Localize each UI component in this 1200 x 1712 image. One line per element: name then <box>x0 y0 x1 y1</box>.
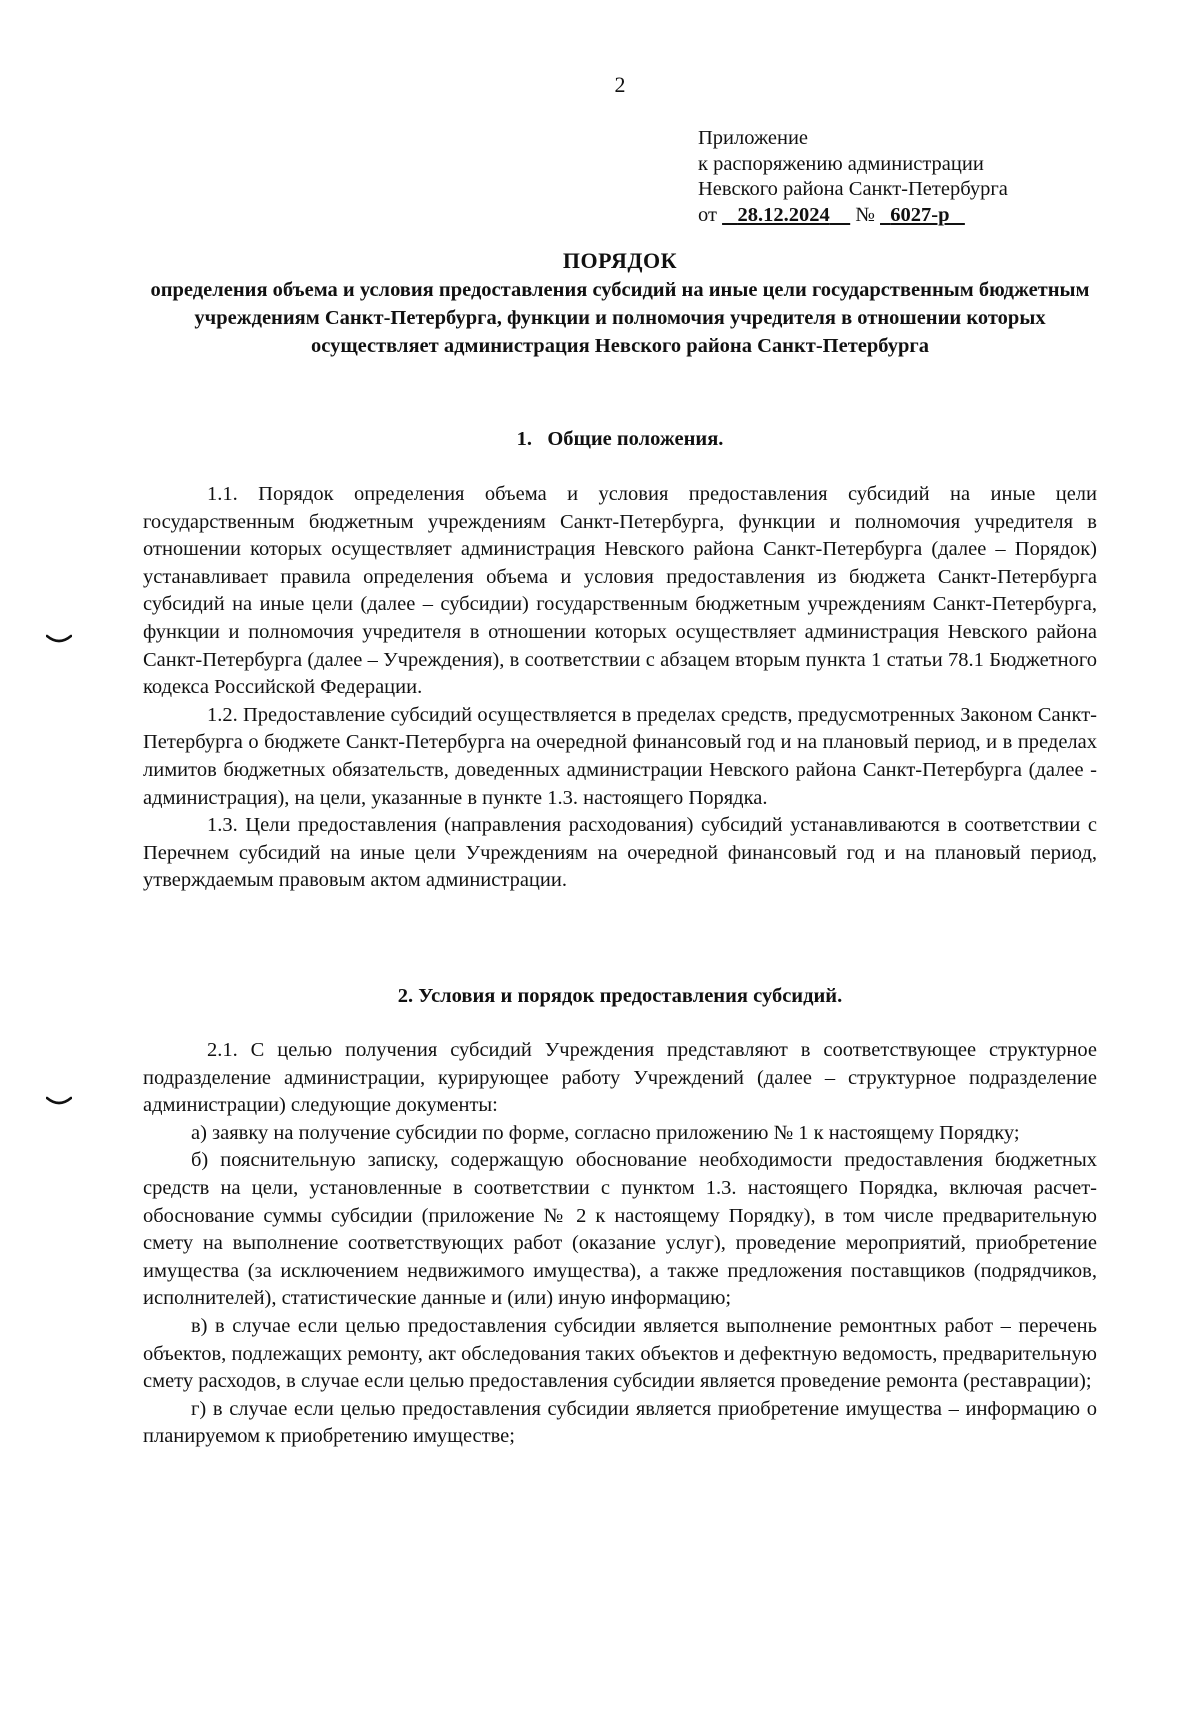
paragraph-2-1: 2.1. С целью получения субсидий Учреждения представляют в соответствующее структурное подразделение администрации, курирующее работу Учреждений (далее – структурное подразделение администрации) следующие документы: <box>143 1039 1097 1117</box>
appendix-line-2: к распоряжению администрации <box>698 152 984 175</box>
paragraph-2-1-a: а) заявку на получение субсидии по форме, согласно приложению № 1 к настоящему Порядку; <box>191 1121 1020 1144</box>
section-1-body <box>143 481 1097 895</box>
section-2-body <box>143 1037 1097 1451</box>
paragraph-2-1-g: г) в случае если целью предоставления субсидии является приобретение имущества – информацию о планируемом к приобретению имуществе; <box>143 1397 1097 1448</box>
page-number: 2 <box>614 72 626 97</box>
paragraph-2-1-b: б) пояснительную записку, содержащую обоснование необходимости предоставления бюджетных средств на цели, установленные в соответствии с пунктом 1.3. настоящего Порядка, включая расчет-обоснование суммы субсидии (приложение № 2 к настоящему Порядку), в том числе предварительную смету на выполнение соответствующих работ (оказание услуг), проведение мероприятий, приобретение имущества (за исключением недвижимого имущества), а также предложения поставщиков (подрядчиков, исполнителей), статистические данные и (или) иную информацию; <box>143 1149 1097 1310</box>
section-2-heading: 2. Условия и порядок предоставления субсидий. <box>397 985 843 1007</box>
appendix-date-pad-left <box>722 204 737 226</box>
appendix-number-label: № <box>855 203 875 226</box>
document-title <box>150 246 1090 360</box>
appendix-block <box>698 126 1008 228</box>
appendix-line-1: Приложение <box>698 127 809 149</box>
paragraph-1-1: 1.1. Порядок определения объема и условия предоставления субсидий на иные цели государственным бюджетным учреждениям Санкт-Петербурга, функции и полномочия учредителя в отношении которых осуществляет администрация Невского района Санкт-Петербурга (далее – Порядок) устанавливает правила определения объема и условия предоставления из бюджета Санкт-Петербурга субсидий на иные цели (далее – субсидии) государственным бюджетным учреждениям Санкт-Петербурга, функции и полномочия учредителя в отношении которых осуществляет администрация Невского района Санкт-Петербурга (далее – Учреждения), в соответствии с абзацем вторым пункта 1 статьи 78.1 Бюджетного кодекса Российской Федерации. <box>143 483 1097 699</box>
section-1-heading: 1. Общие положения. <box>516 428 724 450</box>
appendix-date: 28.12.2024 <box>737 203 830 226</box>
title-main: ПОРЯДОК <box>562 248 678 273</box>
appendix-number: 6027-р <box>890 203 950 226</box>
appendix-number-pad-left <box>880 204 890 226</box>
appendix-date-line <box>698 203 1008 229</box>
paragraph-1-3: 1.3. Цели предоставления (направления расходования) субсидий устанавливаются в соответствии с Перечнем субсидий на иные цели Учреждениям на очередной финансовый год и на плановый период, утверждаемым правовым актом администрации. <box>143 814 1097 892</box>
appendix-number-pad-right <box>950 204 965 226</box>
paragraph-1-2: 1.2. Предоставление субсидий осуществляется в пределах средств, предусмотренных Законом Санкт-Петербурга о бюджете Санкт-Петербурга на очередной финансовый год и на плановый период, и в пределах лимитов бюджетных обязательств, доведенных администрации Невского района Санкт-Петербурга (далее - администрация), на цели, указанные в пункте 1.3. настоящего Порядка. <box>143 703 1097 809</box>
title-subtitle: определения объема и условия предоставления субсидий на иные цели государственным бюджетным учреждениям Санкт-Петербурга, функции и полномочия учредителя в отношении которых осуществляет администрация Невского района Санкт-Петербурга <box>150 279 1090 357</box>
appendix-line-3: Невского района Санкт-Петербурга <box>698 178 1008 200</box>
appendix-date-pad-right <box>830 204 851 226</box>
paragraph-2-1-v: в) в случае если целью предоставления субсидии является выполнение ремонтных работ – перечень объектов, подлежащих ремонту, акт обследования таких объектов и дефектную ведомость, предварительную смету расходов, в случае если целью предоставления субсидии является проведение ремонта (реставрации); <box>143 1314 1097 1393</box>
scan-mark-icon <box>46 634 72 644</box>
appendix-from-label: от <box>698 203 717 226</box>
scan-mark-icon <box>46 1096 72 1106</box>
